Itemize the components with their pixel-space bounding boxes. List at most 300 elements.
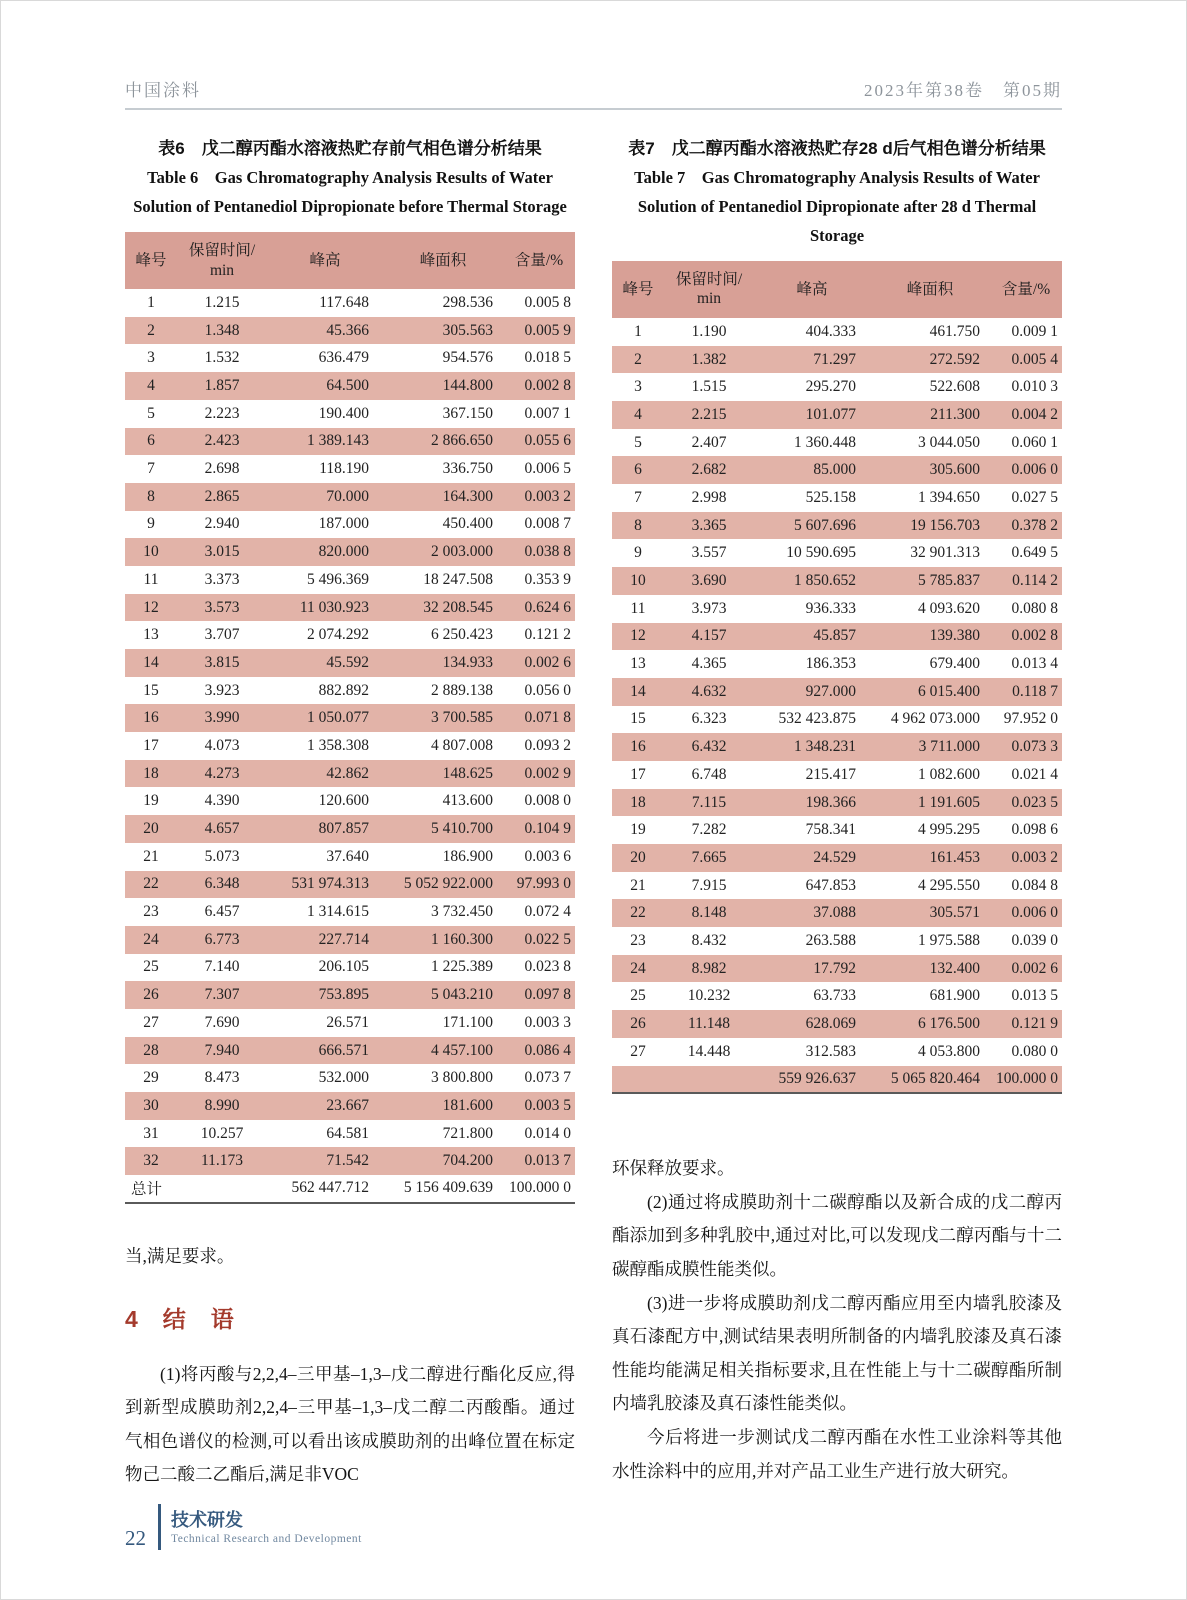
col-peak-height: 峰高 [267, 232, 383, 289]
table-cell: 2.423 [177, 428, 267, 456]
col-peak-number: 峰号 [612, 261, 664, 318]
table-row [125, 538, 575, 566]
table-row [612, 539, 1062, 567]
table6-title-en: Table 6 Gas Chromatography Analysis Results of Water Solution of Pentanediol Dipropionate before Thermal Storage [133, 168, 567, 217]
table-cell: 7.307 [177, 981, 267, 1009]
table-cell: 6 [125, 428, 177, 456]
table-cell: 0.039 0 [1011, 931, 1058, 949]
table6-title-cn: 表6 戊二醇丙酯水溶液热贮存前气相色谱分析结果 [158, 139, 542, 158]
table-cell: 2.698 [204, 460, 240, 478]
table7-title-cn: 表7 戊二醇丙酯水溶液热贮存28 d后气相色谱分析结果 [628, 139, 1046, 158]
table-cell: 2.407 [691, 433, 727, 451]
table-cell: 120.600 [318, 792, 369, 810]
table-cell: 31 [143, 1124, 159, 1142]
table-cell: 0.002 8 [990, 623, 1062, 651]
table-cell: 6.323 [691, 710, 727, 728]
table-cell: 5 052 922.000 [383, 871, 503, 899]
table-cell: 0.098 6 [1011, 821, 1058, 839]
table-cell: 6.773 [177, 926, 267, 954]
table-cell: 2 889.138 [431, 681, 493, 699]
table-cell: 2.940 [204, 515, 240, 533]
table-cell: 1.532 [204, 349, 240, 367]
table-cell: 139.380 [870, 623, 990, 651]
table-cell: 0.009 1 [1011, 322, 1058, 340]
table-cell: 1.190 [691, 322, 727, 340]
table-cell: 117.648 [319, 293, 369, 311]
table-cell: 101.077 [754, 401, 870, 429]
table-cell: 3.373 [204, 570, 240, 588]
table7-title-en: Table 7 Gas Chromatography Analysis Results of Water Solution of Pentanediol Dipropionate after 28 d Thermal Storage [634, 168, 1040, 246]
right-text-block [612, 1152, 1062, 1488]
table-cell: 0.353 9 [524, 570, 571, 588]
table-cell: 227.714 [267, 926, 383, 954]
table-cell: 5 496.369 [307, 570, 369, 588]
table-cell: 19 [630, 821, 646, 839]
table-cell: 28 [125, 1037, 177, 1065]
table-cell: 0.021 4 [1011, 765, 1058, 783]
table-cell: 206.105 [318, 958, 369, 976]
table-cell: 0.010 3 [1011, 378, 1058, 396]
conclusion-paragraph-4: 今后将进一步测试戊二醇丙酯在水性工业涂料等其他水性涂料中的应用,并对产品工业生产进行放大研究。 [612, 1426, 1062, 1481]
table-cell: 11.173 [177, 1147, 267, 1175]
table-cell: 461.750 [929, 322, 980, 340]
table-cell [612, 1066, 664, 1094]
page-number: 22 [125, 1525, 146, 1550]
table-cell: 161.453 [870, 844, 990, 872]
table-cell: 6.432 [664, 733, 754, 761]
table-cell: 1 160.300 [383, 926, 503, 954]
table-cell: 148.625 [383, 760, 503, 788]
table-cell: 0.007 1 [524, 404, 571, 422]
col-peak-area: 峰面积 [870, 261, 990, 318]
table-cell: 25 [630, 987, 646, 1005]
table-cell: 3.573 [177, 594, 267, 622]
table-row [125, 289, 575, 317]
table-cell: 15 [630, 710, 646, 728]
table-cell: 21 [630, 876, 646, 894]
table-cell: 3.815 [177, 649, 267, 677]
table-cell: 14.448 [687, 1042, 731, 1060]
table-cell: 0.080 8 [1011, 599, 1058, 617]
footer-divider-bar [158, 1504, 161, 1550]
table-cell: 4 807.008 [431, 736, 493, 754]
table-cell: 2 074.292 [307, 626, 369, 644]
table-cell: 19 156.703 [870, 512, 990, 540]
table-cell: 7.690 [204, 1013, 240, 1031]
table-cell: 0.121 2 [524, 626, 571, 644]
table-row [125, 649, 575, 677]
table-cell: 5 785.837 [870, 567, 990, 595]
table-cell: 27 [630, 1042, 646, 1060]
table-cell: 882.892 [318, 681, 369, 699]
table-cell: 0.003 6 [524, 847, 571, 865]
table-cell: 总计 [131, 1181, 163, 1199]
table-row [125, 621, 575, 649]
table-cell: 16 [125, 704, 177, 732]
table-cell: 37.088 [754, 899, 870, 927]
table-cell: 215.417 [805, 765, 856, 783]
col-retention-time: 保留时间/ min [177, 232, 267, 289]
table-row [125, 815, 575, 843]
table-cell: 24.529 [754, 844, 870, 872]
table-cell: 0.072 4 [524, 903, 571, 921]
table-cell: 1 050.077 [267, 704, 383, 732]
table-cell: 8.148 [664, 899, 754, 927]
table-cell: 0.084 8 [1011, 876, 1058, 894]
table7 [612, 261, 1062, 1094]
table-cell: 21 [143, 847, 159, 865]
table-cell: 305.571 [870, 899, 990, 927]
table-cell: 4.273 [177, 760, 267, 788]
table-cell: 13 [143, 626, 159, 644]
table-cell: 0.002 9 [503, 760, 575, 788]
table-cell: 0.649 5 [1011, 544, 1058, 562]
table-cell: 32 [125, 1147, 177, 1175]
col-peak-area: 峰面积 [383, 232, 503, 289]
table-cell: 0.002 6 [990, 955, 1062, 983]
table-cell: 144.800 [383, 372, 503, 400]
table-row [125, 1120, 575, 1148]
table-row [612, 512, 1062, 540]
table-row [612, 1038, 1062, 1066]
table-cell: 3.973 [691, 599, 727, 617]
table-cell: 4.365 [691, 655, 727, 673]
table6-body [125, 289, 575, 1203]
table-row [612, 318, 1062, 346]
table-cell: 7 [634, 488, 642, 506]
table-cell: 936.333 [805, 599, 856, 617]
table-cell: 404.333 [805, 322, 856, 340]
table-cell: 0.008 7 [524, 515, 571, 533]
table-cell: 0.005 4 [990, 346, 1062, 374]
table-cell: 0.073 3 [990, 733, 1062, 761]
table-row [125, 483, 575, 511]
col-peak-height: 峰高 [754, 261, 870, 318]
table-row [125, 898, 575, 926]
table-cell: 8.432 [691, 931, 727, 949]
table-cell: 5 156 409.639 [403, 1179, 493, 1197]
table-cell: 20 [612, 844, 664, 872]
col-retention-time: 保留时间/ min [664, 261, 754, 318]
table-row [125, 1009, 575, 1037]
table-cell: 5 [147, 404, 155, 422]
table-cell: 954.576 [442, 349, 493, 367]
table-cell: 1 [147, 293, 155, 311]
table-cell: 42.862 [267, 760, 383, 788]
table-cell: 20 [125, 815, 177, 843]
table-row [125, 1147, 575, 1175]
table-cell: 187.000 [318, 515, 369, 533]
table-cell: 0.023 8 [524, 958, 571, 976]
table-row [125, 428, 575, 456]
table-cell: 7.140 [204, 958, 240, 976]
table-cell: 24 [125, 926, 177, 954]
table-cell: 18 [612, 789, 664, 817]
table-cell: 0.004 2 [990, 401, 1062, 429]
two-column-layout [0, 110, 1187, 1492]
table-cell: 11 [630, 599, 646, 617]
table-cell: 6 176.500 [870, 1010, 990, 1038]
table-cell: 8.990 [177, 1092, 267, 1120]
table-cell: 211.300 [870, 401, 990, 429]
table-cell: 4.157 [664, 623, 754, 651]
table-cell: 532.000 [318, 1069, 369, 1087]
table-cell: 679.400 [929, 655, 980, 673]
table-cell: 0.056 0 [524, 681, 571, 699]
table-row [125, 677, 575, 705]
table-cell: 1 850.652 [754, 567, 870, 595]
table-row [612, 1010, 1062, 1038]
table-cell: 25 [143, 958, 159, 976]
table-cell: 413.600 [442, 792, 493, 810]
table-cell: 3.690 [664, 567, 754, 595]
table-cell: 450.400 [442, 515, 493, 533]
table-cell: 198.366 [754, 789, 870, 817]
table-cell: 6.457 [204, 903, 240, 921]
table-cell: 5 410.700 [383, 815, 503, 843]
table-cell: 0.006 5 [524, 460, 571, 478]
table-cell: 1 082.600 [918, 765, 980, 783]
footer-section-en: Technical Research and Development [171, 1532, 362, 1545]
conclusion-heading: 4 结 语 [125, 1306, 235, 1333]
table-cell: 45.592 [267, 649, 383, 677]
table-cell: 32 901.313 [910, 544, 980, 562]
table-row [125, 787, 575, 815]
table-cell: 17 [630, 765, 646, 783]
table-cell: 8.982 [664, 955, 754, 983]
table-cell: 30 [125, 1092, 177, 1120]
table-cell: 272.592 [870, 346, 990, 374]
table-cell: 927.000 [754, 678, 870, 706]
table-cell: 11 030.923 [267, 594, 383, 622]
table-cell: 3 700.585 [383, 704, 503, 732]
table-row [612, 373, 1062, 401]
table-cell: 0.005 8 [524, 293, 571, 311]
table-cell: 0.080 0 [1011, 1042, 1058, 1060]
table-cell: 3.923 [204, 681, 240, 699]
footer-section [171, 1509, 362, 1544]
table-cell: 0.118 7 [990, 678, 1062, 706]
table-cell: 1 348.231 [754, 733, 870, 761]
col-content-percent: 含量/% [990, 261, 1062, 318]
table-cell [664, 1066, 754, 1094]
table-cell: 4 295.550 [918, 876, 980, 894]
table-row [125, 1037, 575, 1065]
table-cell: 24 [612, 955, 664, 983]
table-cell: 4 [612, 401, 664, 429]
table-row [612, 429, 1062, 457]
table-row [125, 455, 575, 483]
table-cell: 3.707 [204, 626, 240, 644]
table-cell: 531 974.313 [267, 871, 383, 899]
table-cell: 11 [143, 570, 159, 588]
table-cell: 37.640 [326, 847, 369, 865]
table-cell: 0.073 7 [524, 1069, 571, 1087]
table-cell: 0.003 3 [524, 1013, 571, 1031]
table-cell: 8 [125, 483, 177, 511]
page-footer [125, 1504, 362, 1550]
table-cell: 0.006 0 [990, 899, 1062, 927]
table-cell: 2 003.000 [383, 538, 503, 566]
table7-header [612, 261, 1062, 318]
page-header [0, 0, 1187, 101]
table-cell: 1.348 [177, 317, 267, 345]
table-cell: 4.390 [204, 792, 240, 810]
table-cell: 29 [143, 1069, 159, 1087]
table-cell: 3 [634, 378, 642, 396]
table-cell: 0.018 5 [524, 349, 571, 367]
table-cell: 4 [125, 372, 177, 400]
table-cell: 97.993 0 [503, 871, 575, 899]
table-cell: 4 962 073.000 [890, 710, 980, 728]
table-row [125, 566, 575, 594]
table-cell: 1.857 [177, 372, 267, 400]
table-cell: 6.748 [691, 765, 727, 783]
table-row [612, 401, 1062, 429]
table-cell: 0.003 5 [503, 1092, 575, 1120]
table-cell: 23.667 [267, 1092, 383, 1120]
table-cell: 3 [147, 349, 155, 367]
table-cell: 628.069 [754, 1010, 870, 1038]
table-cell: 64.581 [326, 1124, 369, 1142]
table-cell: 4 053.800 [918, 1042, 980, 1060]
table-cell [177, 1175, 267, 1203]
table-cell: 71.297 [754, 346, 870, 374]
table-cell: 9 [634, 544, 642, 562]
table-row [125, 372, 575, 400]
table-cell: 7.115 [664, 789, 754, 817]
table-row [125, 954, 575, 982]
table-cell: 17.792 [754, 955, 870, 983]
table-row [125, 843, 575, 871]
table-cell: 336.750 [442, 460, 493, 478]
table-cell: 0.071 8 [503, 704, 575, 732]
table-cell: 45.366 [267, 317, 383, 345]
table-cell: 10 [612, 567, 664, 595]
table-cell: 0.027 5 [1011, 488, 1058, 506]
table-cell: 0.023 5 [990, 789, 1062, 817]
table-row [612, 761, 1062, 789]
table-row [612, 595, 1062, 623]
table-cell: 71.542 [267, 1147, 383, 1175]
table-row [612, 567, 1062, 595]
table-cell: 525.158 [805, 488, 856, 506]
table-cell: 2 [612, 346, 664, 374]
table-cell: 2.682 [664, 456, 754, 484]
table-cell: 63.733 [813, 987, 856, 1005]
table-cell: 23 [143, 903, 159, 921]
table-cell: 13 [630, 655, 646, 673]
table-cell: 181.600 [383, 1092, 503, 1120]
table-cell: 6.348 [177, 871, 267, 899]
table-row [612, 733, 1062, 761]
table-cell: 666.571 [267, 1037, 383, 1065]
table-cell: 14 [125, 649, 177, 677]
table-cell: 18 [125, 760, 177, 788]
table-cell: 1 [634, 322, 642, 340]
table-cell: 5 [634, 433, 642, 451]
footer-section-cn: 技术研发 [171, 1510, 243, 1531]
table-cell: 8.473 [204, 1069, 240, 1087]
table-cell: 4.657 [177, 815, 267, 843]
table-cell: 10.257 [200, 1124, 244, 1142]
paragraph-continuation: 当,满足要求。 [125, 1245, 235, 1266]
table-row [612, 872, 1062, 900]
table-cell: 559 926.637 [754, 1066, 870, 1094]
table-cell: 0.013 4 [1011, 655, 1058, 673]
table-cell: 26 [612, 1010, 664, 1038]
col-peak-number: 峰号 [125, 232, 177, 289]
table-row [125, 981, 575, 1009]
table-cell: 26.571 [326, 1013, 369, 1031]
table-cell: 10 [125, 538, 177, 566]
table-cell: 4 457.100 [383, 1037, 503, 1065]
table-cell: 10 590.695 [786, 544, 856, 562]
table-cell: 12 [125, 594, 177, 622]
table-cell: 11.148 [664, 1010, 754, 1038]
table-cell: 118.190 [319, 460, 369, 478]
paragraph-continuation: 环保释放要求。 [612, 1158, 735, 1179]
table-cell: 295.270 [805, 378, 856, 396]
table-cell: 2.865 [177, 483, 267, 511]
table-cell: 367.150 [442, 404, 493, 422]
table-row [125, 594, 575, 622]
table-cell: 16 [612, 733, 664, 761]
table-cell: 4.632 [664, 678, 754, 706]
table-cell: 12 [612, 623, 664, 651]
table-cell: 3.990 [177, 704, 267, 732]
table-row [125, 732, 575, 760]
table-cell: 9 [147, 515, 155, 533]
table-row [612, 346, 1062, 374]
table-row [612, 899, 1062, 927]
table-row [612, 678, 1062, 706]
table-cell: 17 [143, 736, 159, 754]
table6-header [125, 232, 575, 289]
table-row [125, 926, 575, 954]
right-column [612, 136, 1062, 1492]
table-cell: 681.900 [929, 987, 980, 1005]
table-cell: 6 015.400 [870, 678, 990, 706]
table-total-row [612, 1066, 1062, 1094]
table-cell: 298.536 [442, 293, 493, 311]
table-cell: 3.015 [177, 538, 267, 566]
table-cell: 19 [143, 792, 159, 810]
table-cell: 18 247.508 [423, 570, 493, 588]
table-cell: 0.006 0 [990, 456, 1062, 484]
conclusion-paragraph-3: (3)进一步将成膜助剂戊二醇丙酯应用至内墙乳胶漆及真石漆配方中,测试结果表明所制备的内墙乳胶漆及真石漆性能均能满足相关指标要求,且在性能上与十二碳醇酯所制内墙乳胶漆及真石漆性能类似。 [612, 1292, 1062, 1414]
table-cell: 5 043.210 [383, 981, 503, 1009]
table-row [125, 1092, 575, 1120]
table-cell: 10.232 [687, 987, 731, 1005]
table-cell: 7.665 [664, 844, 754, 872]
table-cell: 70.000 [267, 483, 383, 511]
table-cell: 0.055 6 [503, 428, 575, 456]
table-cell: 312.583 [805, 1042, 856, 1060]
table-row [612, 650, 1062, 678]
table-cell: 305.600 [870, 456, 990, 484]
table7-body [612, 318, 1062, 1093]
table-cell: 3 800.800 [431, 1069, 493, 1087]
table-cell: 0.086 4 [503, 1037, 575, 1065]
table-cell: 45.857 [754, 623, 870, 651]
table-cell: 0.013 7 [503, 1147, 575, 1175]
table-cell: 1 191.605 [870, 789, 990, 817]
table-cell: 27 [143, 1013, 159, 1031]
table-row [612, 623, 1062, 651]
table-cell: 7 [147, 460, 155, 478]
table-cell: 636.479 [318, 349, 369, 367]
